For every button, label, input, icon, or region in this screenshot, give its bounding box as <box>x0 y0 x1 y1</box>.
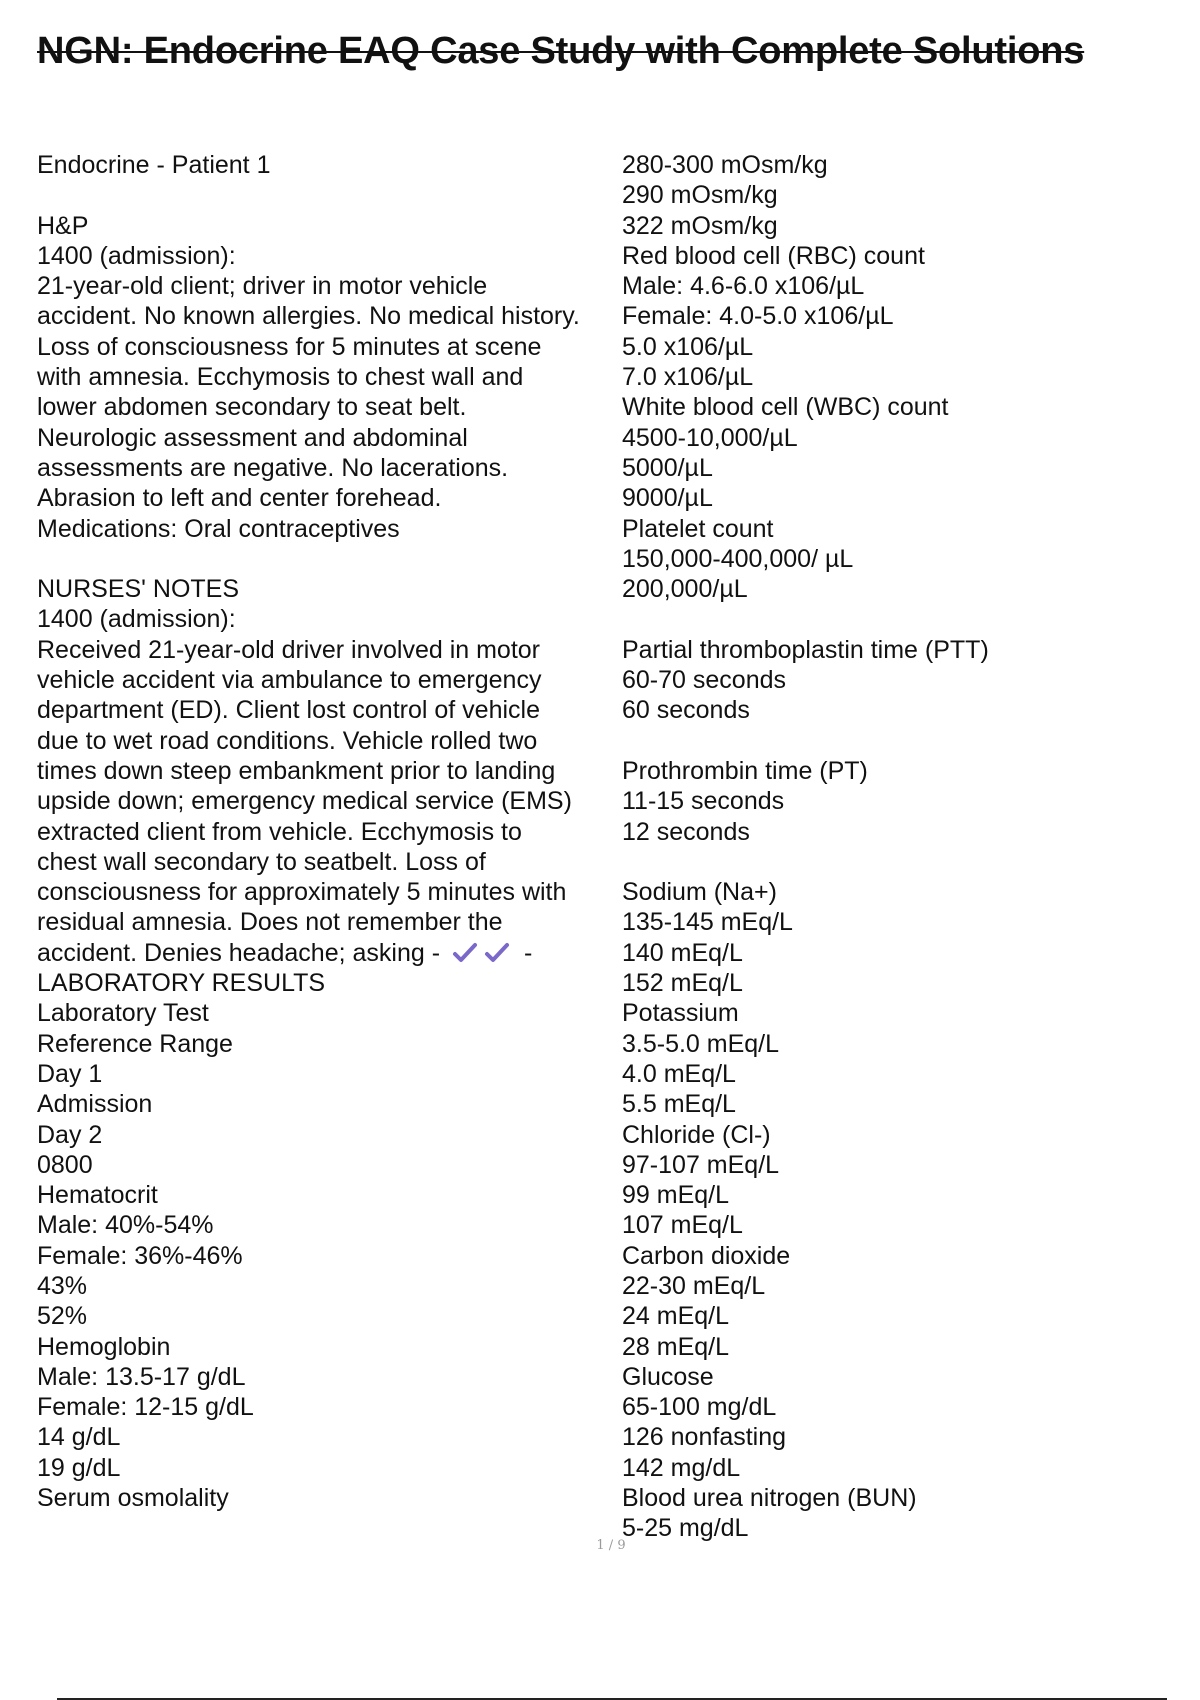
lab-value: 65-100 mg/dL <box>622 1393 777 1422</box>
lab-line: Male: 40%-54% <box>37 1211 214 1240</box>
lab-value: 3.5-5.0 mEq/L <box>622 1029 780 1058</box>
patient-heading: Endocrine - Patient 1 <box>37 151 271 179</box>
lab-line: Hemoglobin <box>37 1332 171 1361</box>
lab-test-name: Red blood cell (RBC) count <box>622 241 925 270</box>
osmolality-values <box>622 150 1182 241</box>
lab-test-name: Sodium (Na+) <box>622 878 777 907</box>
lab-value: 60-70 seconds <box>622 666 787 695</box>
lab-value: 24 mEq/L <box>622 1302 730 1331</box>
lab-test-name: Blood urea nitrogen (BUN) <box>622 1484 917 1513</box>
lab-value: 99 mEq/L <box>622 1181 730 1210</box>
hp-line: Abrasion to left and center forehead. <box>37 484 442 513</box>
lab-value: 11-15 seconds <box>622 787 785 816</box>
hp-line: accident. No known allergies. No medical history. <box>37 302 580 331</box>
hp-line: lower abdomen secondary to seat belt. <box>37 393 467 422</box>
lab-value: 290 mOsm/kg <box>622 181 778 210</box>
rbc-values <box>622 241 1182 392</box>
lab-value: 28 mEq/L <box>622 1332 730 1361</box>
notes-line: due to wet road conditions. Vehicle rolled two <box>37 726 538 755</box>
pt-values <box>622 756 1182 847</box>
check-icon <box>487 945 507 960</box>
hp-time: 1400 (admission): <box>37 241 236 270</box>
hp-line: Medications: Oral contraceptives <box>37 514 400 543</box>
notes-line: Received 21-year-old driver involved in motor <box>37 635 541 664</box>
lab-value: 280-300 mOsm/kg <box>622 151 828 179</box>
lab-value: 9000/µL <box>622 484 713 513</box>
lab-value: 97-107 mEq/L <box>622 1150 780 1179</box>
lab-test-name: Prothrombin time (PT) <box>622 756 868 785</box>
lab-value: 142 mg/dL <box>622 1453 741 1482</box>
wbc-values <box>622 392 1182 513</box>
lab-value: 140 mEq/L <box>622 938 743 967</box>
hp-text <box>37 271 617 544</box>
lab-test-name: Glucose <box>622 1362 714 1391</box>
lab-test-name: Chloride (Cl-) <box>622 1120 771 1149</box>
notes-line: residual amnesia. Does not remember the <box>37 908 503 937</box>
notes-line-last <box>37 938 617 968</box>
lab-value: Female: 4.0-5.0 x106/µL <box>622 302 894 331</box>
lab-line: Admission <box>37 1090 153 1119</box>
notes-line: extracted client from vehicle. Ecchymosis to <box>37 817 522 846</box>
lab-line: 19 g/dL <box>37 1453 121 1482</box>
lab-line: Laboratory Test <box>37 999 209 1028</box>
hp-line: assessments are negative. No lacerations. <box>37 453 509 482</box>
lab-value: 107 mEq/L <box>622 1211 743 1240</box>
lab-line: Day 2 <box>37 1120 103 1149</box>
nurses-notes-time: 1400 (admission): <box>37 605 236 634</box>
double-check-icon <box>449 941 515 965</box>
lab-value: 4.0 mEq/L <box>622 1059 736 1088</box>
right-column <box>622 150 1182 1544</box>
hp-line: Neurologic assessment and abdominal <box>37 423 468 452</box>
lab-value: 4500-10,000/µL <box>622 423 798 452</box>
lab-test-name: Partial thromboplastin time (PTT) <box>622 635 989 664</box>
lab-line: 14 g/dL <box>37 1423 121 1452</box>
chemistry-values <box>622 877 1182 1544</box>
lab-test-name: Potassium <box>622 999 739 1028</box>
lab-value: 135-145 mEq/L <box>622 908 793 937</box>
notes-line: times down steep embankment prior to landing <box>37 756 556 785</box>
hp-heading: H&P <box>37 211 89 240</box>
lab-line: Reference Range <box>37 1029 233 1058</box>
lab-value: 12 seconds <box>622 817 750 846</box>
check-icon <box>455 945 475 960</box>
lab-value: 126 nonfasting <box>622 1423 787 1452</box>
lab-value: Male: 4.6-6.0 x106/µL <box>622 272 865 301</box>
nurses-notes-text <box>37 635 617 968</box>
lab-line: Female: 12-15 g/dL <box>37 1393 254 1422</box>
notes-line-last-start: accident. Denies headache; asking - <box>37 938 441 967</box>
lab-line: Male: 13.5-17 g/dL <box>37 1362 246 1391</box>
lab-value: 5.5 mEq/L <box>622 1090 736 1119</box>
lab-line: Serum osmolality <box>37 1484 229 1513</box>
ptt-values <box>622 635 1182 726</box>
lab-left-list <box>37 998 617 1513</box>
hp-line: with amnesia. Ecchymosis to chest wall and <box>37 363 524 392</box>
notes-line: upside down; emergency medical service (EMS) <box>37 787 572 816</box>
lab-line: Day 1 <box>37 1059 103 1088</box>
nurses-notes-heading: NURSES' NOTES <box>37 575 240 604</box>
lab-test-name: White blood cell (WBC) count <box>622 393 949 422</box>
notes-line: vehicle accident via ambulance to emergency <box>37 666 542 695</box>
lab-line: Female: 36%-46% <box>37 1241 243 1270</box>
lab-value: 5-25 mg/dL <box>622 1514 749 1543</box>
lab-line: 43% <box>37 1271 88 1300</box>
lab-line: 52% <box>37 1302 88 1331</box>
lab-test-name: Platelet count <box>622 514 774 543</box>
document-title: NGN: Endocrine EAQ Case Study with Complete Solutions <box>37 30 1085 72</box>
page-number: 1 / 9 <box>596 1538 626 1553</box>
lab-value: 22-30 mEq/L <box>622 1271 766 1300</box>
lab-value: 200,000/µL <box>622 575 748 604</box>
lab-value: 322 mOsm/kg <box>622 211 778 240</box>
check-icons <box>449 941 515 972</box>
left-column <box>37 150 617 1513</box>
lab-test-name: Carbon dioxide <box>622 1241 791 1270</box>
lab-heading: LABORATORY RESULTS <box>37 969 326 998</box>
lab-value: 150,000-400,000/ µL <box>622 544 854 573</box>
notes-line: consciousness for approximately 5 minutes with <box>37 878 567 907</box>
hp-line: Loss of consciousness for 5 minutes at scene <box>37 332 542 361</box>
lab-value: 60 seconds <box>622 696 750 725</box>
platelet-values <box>622 514 1182 605</box>
notes-line: chest wall secondary to seatbelt. Loss of <box>37 847 486 876</box>
lab-value: 152 mEq/L <box>622 969 743 998</box>
lab-value: 7.0 x106/µL <box>622 363 754 392</box>
lab-value: 5000/µL <box>622 453 713 482</box>
notes-line-last-end: - <box>523 938 533 967</box>
lab-value: 5.0 x106/µL <box>622 332 754 361</box>
hp-line: 21-year-old client; driver in motor vehicle <box>37 272 488 301</box>
lab-line: Hematocrit <box>37 1181 158 1210</box>
lab-line: 0800 <box>37 1150 93 1179</box>
notes-line: department (ED). Client lost control of vehicle <box>37 696 540 725</box>
